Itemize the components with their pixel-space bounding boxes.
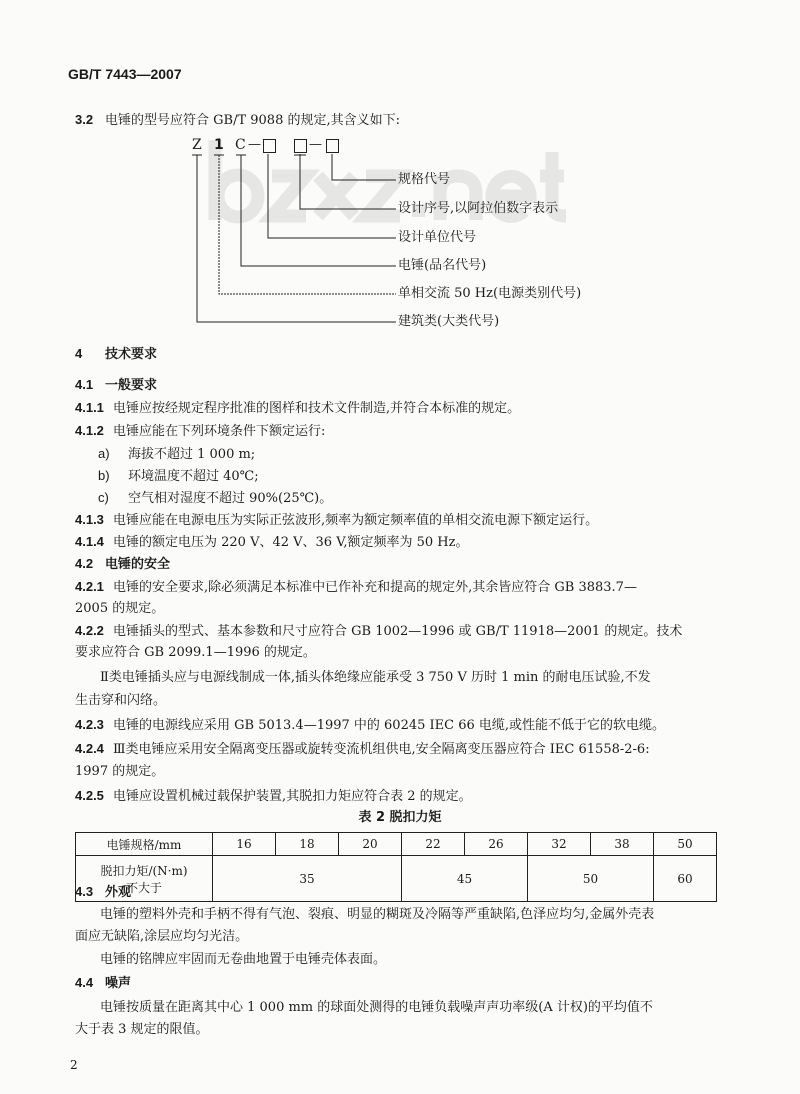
paragraph-line: 面应无缺陷,涂层应均匀光洁。 [75, 929, 249, 944]
clause-4-2-2 [75, 622, 682, 641]
code-label: 规格代号 [398, 172, 451, 187]
code-label: 电锤(品名代号) [398, 258, 487, 273]
list-marker: c) [98, 490, 109, 505]
clause-text-cont: 2005 的规定。 [75, 601, 165, 616]
list-marker: b) [98, 468, 110, 483]
table-cell: 18 [276, 833, 339, 856]
table-cell: 32 [528, 833, 591, 856]
clause-number: 4.1.4 [75, 534, 104, 549]
code-letter-z: Z [192, 137, 202, 153]
clause-number: 4.1.3 [75, 512, 104, 527]
clause-4-1-1 [75, 399, 520, 418]
clause-number: 4.2.3 [75, 717, 104, 732]
clause-number: 3.2 [75, 112, 94, 127]
code-label: 设计单位代号 [398, 230, 477, 245]
clause-text: 电锤的电源线应采用 GB 5013.4—1997 中的 60245 IEC 66 电缆,或性能不低于它的软电缆。 [113, 718, 666, 733]
table-cell: 16 [213, 833, 276, 856]
clause-4-2-4 [75, 740, 650, 759]
table-2-release-torque [75, 832, 717, 902]
clause-number: 4.4 [75, 975, 94, 990]
list-item [98, 489, 332, 508]
row-header-line: 不大于 [125, 880, 162, 895]
row-header: 电锤规格/mm [76, 833, 213, 856]
clause-4-2-5 [75, 787, 472, 806]
section-title: 技术要求 [105, 347, 158, 362]
code-digit-1: 1 [214, 137, 224, 153]
table-row [76, 833, 717, 856]
section-4-1-heading [75, 376, 157, 395]
table-cell: 50 [528, 856, 654, 902]
clause-number: 4.2.2 [75, 623, 104, 638]
clause-4-1-4 [75, 533, 468, 552]
paragraph-line: 大于表 3 规定的限值。 [75, 1022, 209, 1037]
clause-number: 4.1.1 [75, 400, 104, 415]
clause-number: 4.2.1 [75, 579, 104, 594]
clause-text: 电锤应能在电源电压为实际正弦波形,频率为额定频率值的单相交流电源下额定运行。 [113, 513, 599, 528]
section-4-3-heading [75, 883, 131, 902]
clause-number: 4.2 [75, 556, 94, 571]
paragraph-line: 电锤的铭牌应牢固而无卷曲地置于电锤壳体表面。 [100, 952, 387, 967]
row-header-line: 脱扣力矩/(N·m) [100, 863, 188, 878]
code-letter-c: C [235, 137, 246, 153]
table-row [76, 856, 717, 902]
clause-4-1-3 [75, 511, 598, 530]
clause-number: 4.1 [75, 377, 94, 392]
clause-text-cont: 要求应符合 GB 2099.1—1996 的规定。 [75, 645, 316, 660]
table-cell: 60 [654, 856, 717, 902]
code-dash: — [248, 137, 261, 152]
clause-text: Ⅲ类电锤应采用安全隔离变压器或旋转变流机组供电,安全隔离变压器应符合 IEC 61558-2-6: [113, 742, 650, 757]
clause-number: 4.1.2 [75, 423, 104, 438]
paragraph-line: Ⅱ类电锤插头应与电源线制成一体,插头体绝缘应能承受 3 750 V 历时 1 min 的耐电压试验,不发 [100, 670, 651, 685]
list-marker: a) [98, 446, 110, 461]
clause-4-2-1 [75, 578, 637, 597]
standard-header: GB/T 7443—2007 [68, 66, 182, 82]
clause-number: 4 [75, 346, 83, 361]
code-label: 建筑类(大类代号) [398, 314, 500, 329]
clause-number: 4.2.5 [75, 788, 104, 803]
section-title: 电锤的安全 [105, 557, 171, 572]
clause-text: 电锤应能在下列环境条件下额定运行: [113, 424, 326, 439]
clause-4-2-3 [75, 716, 665, 735]
code-box-spec [326, 139, 339, 153]
list-text: 海拔不超过 1 000 m; [128, 447, 256, 462]
section-title: 噪声 [105, 976, 132, 991]
table-cell: 50 [654, 833, 717, 856]
table-cell: 38 [591, 833, 654, 856]
section-title: 一般要求 [105, 378, 158, 393]
list-item [98, 445, 255, 464]
list-item [98, 467, 259, 486]
table-2-title: 表 2 脱扣力矩 [358, 810, 442, 825]
list-text: 空气相对湿度不超过 90%(25℃)。 [128, 491, 333, 506]
code-dash: — [309, 137, 322, 152]
clause-number: 4.3 [75, 884, 94, 899]
table-cell: 26 [465, 833, 528, 856]
table-cell: 45 [402, 856, 528, 902]
page-number: 2 [70, 1058, 78, 1072]
clause-text: 电锤插头的型式、基本参数和尺寸应符合 GB 1002—1996 或 GB/T 11918—2001 的规定。技术 [113, 624, 683, 639]
clause-text: 电锤应按经规定程序批准的图样和技术文件制造,并符合本标准的规定。 [113, 401, 521, 416]
table-cell: 20 [339, 833, 402, 856]
code-label: 单相交流 50 Hz(电源类别代号) [398, 286, 582, 301]
section-4-2-heading [75, 555, 170, 574]
clause-text-cont: 1997 的规定。 [75, 764, 165, 779]
section-title: 外观 [105, 885, 132, 900]
clause-4-1-2 [75, 422, 325, 441]
code-box-serial [294, 139, 307, 153]
code-box-designer [263, 139, 276, 153]
clause-text: 电锤的型号应符合 GB/T 9088 的规定,其含义如下: [105, 113, 400, 128]
paragraph-line: 生击穿和闪络。 [75, 693, 167, 708]
table-cell: 35 [213, 856, 402, 902]
section-4-4-heading [75, 974, 131, 993]
code-label: 设计序号,以阿拉伯数字表示 [398, 201, 559, 216]
section-4-heading [75, 345, 157, 364]
paragraph-line: 电锤的塑料外壳和手柄不得有气泡、裂痕、明显的糊斑及冷隔等严重缺陷,色泽应均匀,金属外壳表 [100, 907, 655, 922]
list-text: 环境温度不超过 40℃; [128, 469, 259, 484]
clause-number: 4.2.4 [75, 741, 104, 756]
clause-text: 电锤的额定电压为 220 V、42 V、36 V,额定频率为 50 Hz。 [113, 535, 469, 550]
table-cell: 22 [402, 833, 465, 856]
clause-text: 电锤的安全要求,除必须满足本标准中已作补充和提高的规定外,其余皆应符合 GB 3883.7— [113, 580, 637, 595]
clause-text: 电锤应设置机械过载保护装置,其脱扣力矩应符合表 2 的规定。 [113, 789, 472, 804]
paragraph-line: 电锤按质量在距离其中心 1 000 mm 的球面处测得的电锤负载噪声声功率级(A 计权)的平均值不 [100, 1000, 653, 1015]
